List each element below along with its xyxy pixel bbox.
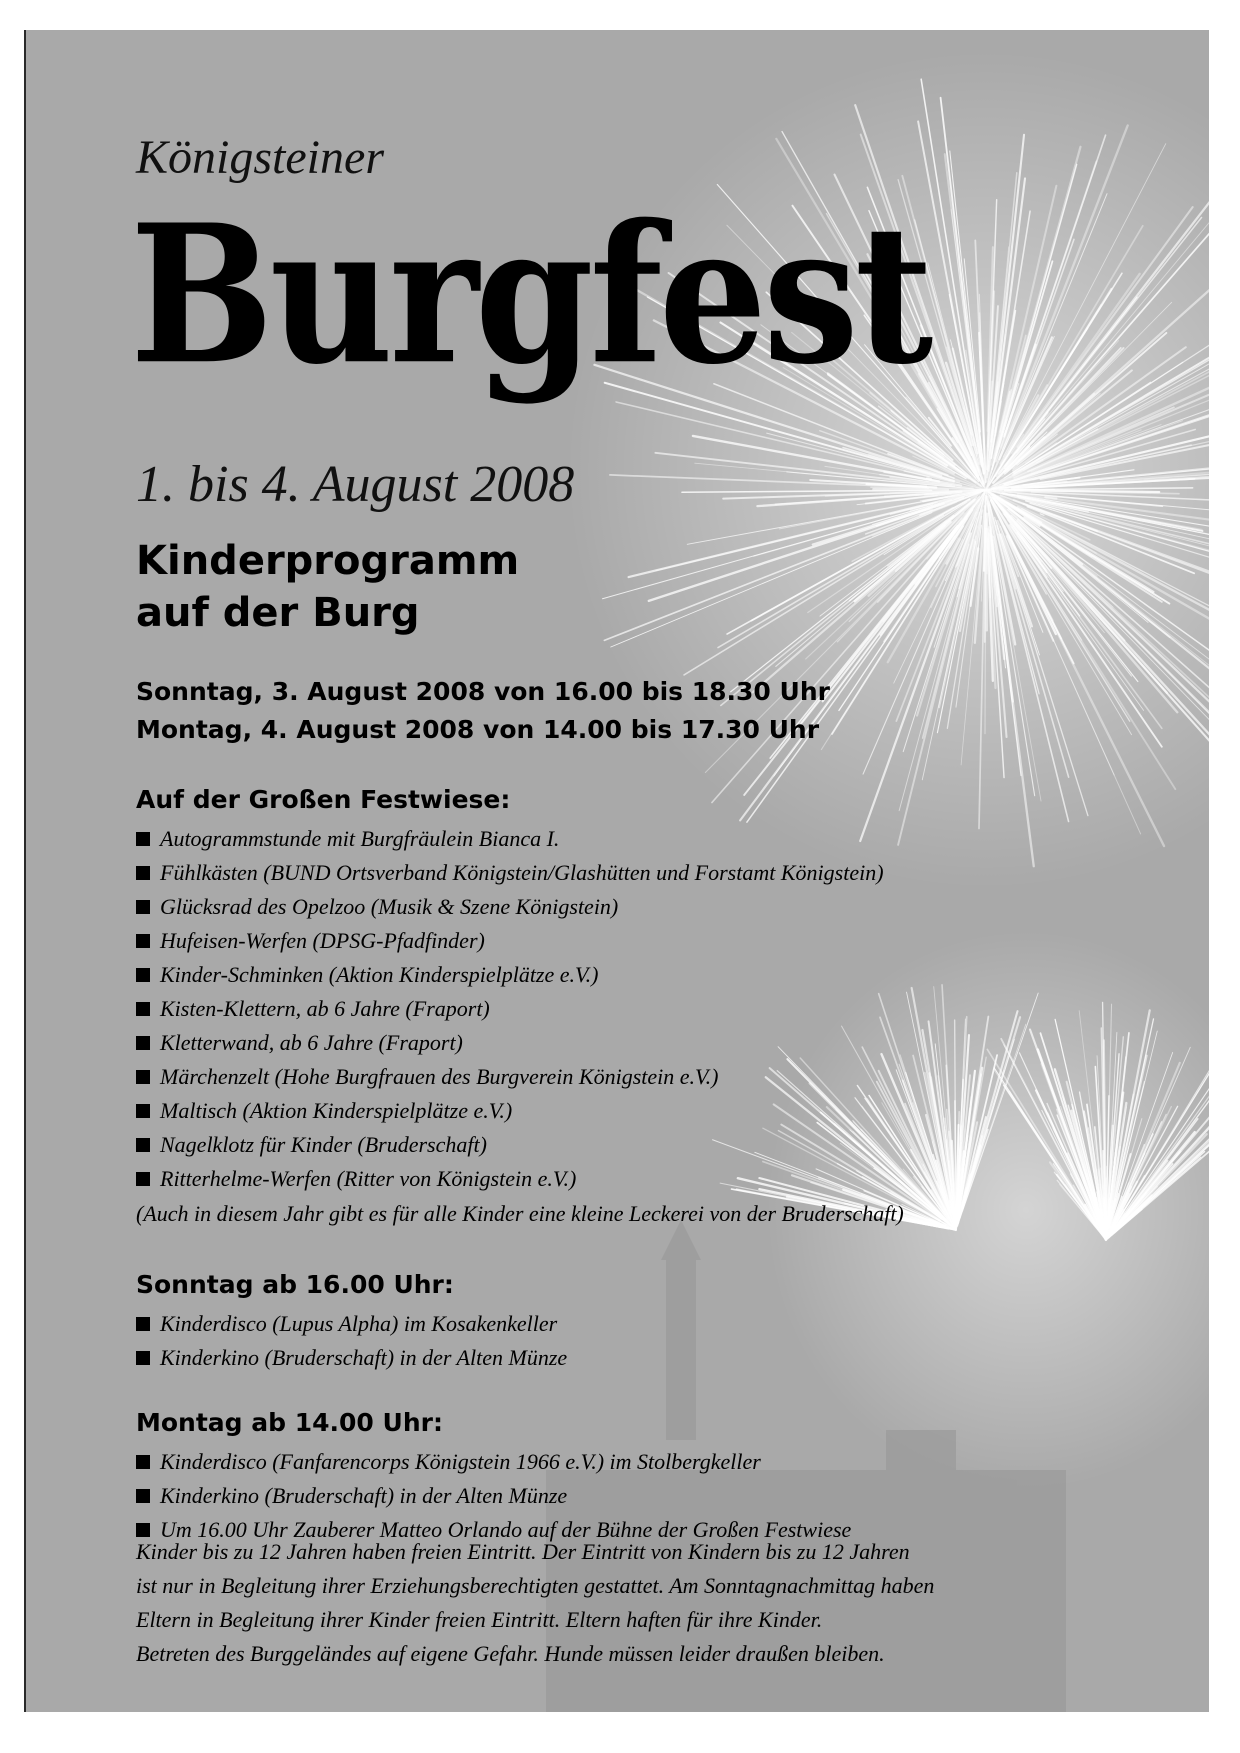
festwiese-list: [136, 822, 884, 1196]
list-item-text: Kinderkino (Bruderschaft) in der Alten Münze: [160, 1345, 568, 1370]
program-date-monday: Montag, 4. August 2008 von 14.00 bis 17.30 Uhr: [136, 715, 820, 744]
square-bullet-icon: [136, 900, 150, 914]
list-item-text: Glücksrad des Opelzoo (Musik & Szene Königstein): [160, 894, 619, 919]
list-item-text: Kinderkino (Bruderschaft) in der Alten Münze: [160, 1483, 568, 1508]
event-date-range: 1. bis 4. August 2008: [136, 456, 575, 513]
admission-notice-line: Betreten des Burggeländes auf eigene Gefahr. Hunde müssen leider draußen bleiben.: [136, 1641, 885, 1666]
admission-notice-line: Kinder bis zu 12 Jahren haben freien Eintritt. Der Eintritt von Kindern bis zu 12 Jahren: [136, 1539, 910, 1564]
list-item: [136, 1341, 567, 1375]
list-item: [136, 856, 884, 890]
list-item-text: Nagelklotz für Kinder (Bruderschaft): [160, 1132, 487, 1157]
list-item: [136, 924, 884, 958]
admission-notice-line: Eltern in Begleitung ihrer Kinder freien Eintritt. Eltern haften für ihre Kinder.: [136, 1607, 823, 1632]
list-item: [136, 822, 884, 856]
square-bullet-icon: [136, 1070, 150, 1084]
square-bullet-icon: [136, 1455, 150, 1469]
list-item: [136, 992, 884, 1026]
admission-notice: [136, 1535, 934, 1671]
program-heading-line1: Kinderprogramm: [136, 538, 520, 584]
montag-list: [136, 1445, 851, 1547]
square-bullet-icon: [136, 934, 150, 948]
list-item: [136, 1026, 884, 1060]
square-bullet-icon: [136, 1104, 150, 1118]
program-date-sunday: Sonntag, 3. August 2008 von 16.00 bis 18.30 Uhr: [136, 677, 830, 706]
list-item-text: Um 16.00 Uhr Zauberer Matteo Orlando auf der Bühne der Großen Festwiese: [160, 1517, 852, 1542]
list-item: [136, 1128, 884, 1162]
list-item-text: Kinder-Schminken (Aktion Kinderspielplätze e.V.): [160, 962, 599, 987]
square-bullet-icon: [136, 1002, 150, 1016]
list-item: [136, 1479, 851, 1513]
sonntag-heading: Sonntag ab 16.00 Uhr:: [136, 1270, 454, 1299]
program-heading-line2: auf der Burg: [136, 590, 420, 636]
square-bullet-icon: [136, 832, 150, 846]
list-item-text: Kinderdisco (Lupus Alpha) im Kosakenkeller: [160, 1311, 558, 1336]
page-title: Burgfest: [130, 183, 930, 408]
town-name: Königsteiner: [136, 131, 384, 184]
list-item: [136, 1162, 884, 1196]
list-item: [136, 890, 884, 924]
square-bullet-icon: [136, 1317, 150, 1331]
festwiese-note: (Auch in diesem Jahr gibt es für alle Kinder eine kleine Leckerei von der Bruderschaft): [136, 1201, 904, 1226]
program-heading: [136, 535, 519, 639]
sonntag-list: [136, 1307, 567, 1375]
list-item-text: Fühlkästen (BUND Ortsverband Königstein/Glashütten und Forstamt Königstein): [160, 860, 884, 885]
square-bullet-icon: [136, 968, 150, 982]
list-item: [136, 1094, 884, 1128]
square-bullet-icon: [136, 1351, 150, 1365]
list-item: [136, 1060, 884, 1094]
list-item: [136, 1307, 567, 1341]
list-item-text: Hufeisen-Werfen (DPSG-Pfadfinder): [160, 928, 485, 953]
list-item-text: Maltisch (Aktion Kinderspielplätze e.V.): [160, 1098, 513, 1123]
list-item-text: Kletterwand, ab 6 Jahre (Fraport): [160, 1030, 463, 1055]
list-item-text: Märchenzelt (Hohe Burgfrauen des Burgverein Königstein e.V.): [160, 1064, 719, 1089]
program-dates: [136, 673, 830, 749]
poster: [24, 30, 1209, 1712]
square-bullet-icon: [136, 866, 150, 880]
list-item: [136, 958, 884, 992]
admission-notice-line: ist nur in Begleitung ihrer Erziehungsberechtigten gestattet. Am Sonntagnachmittag haben: [136, 1573, 935, 1598]
square-bullet-icon: [136, 1172, 150, 1186]
montag-heading: Montag ab 14.00 Uhr:: [136, 1408, 443, 1437]
festwiese-heading: Auf der Großen Festwiese:: [136, 785, 511, 814]
list-item-text: Kisten-Klettern, ab 6 Jahre (Fraport): [160, 996, 490, 1021]
list-item-text: Kinderdisco (Fanfarencorps Königstein 1966 e.V.) im Stolbergkeller: [160, 1449, 761, 1474]
list-item: [136, 1445, 851, 1479]
square-bullet-icon: [136, 1138, 150, 1152]
square-bullet-icon: [136, 1489, 150, 1503]
list-item-text: Ritterhelme-Werfen (Ritter von Königstein e.V.): [160, 1166, 577, 1191]
list-item-text: Autogrammstunde mit Burgfräulein Bianca I.: [160, 826, 560, 851]
square-bullet-icon: [136, 1036, 150, 1050]
